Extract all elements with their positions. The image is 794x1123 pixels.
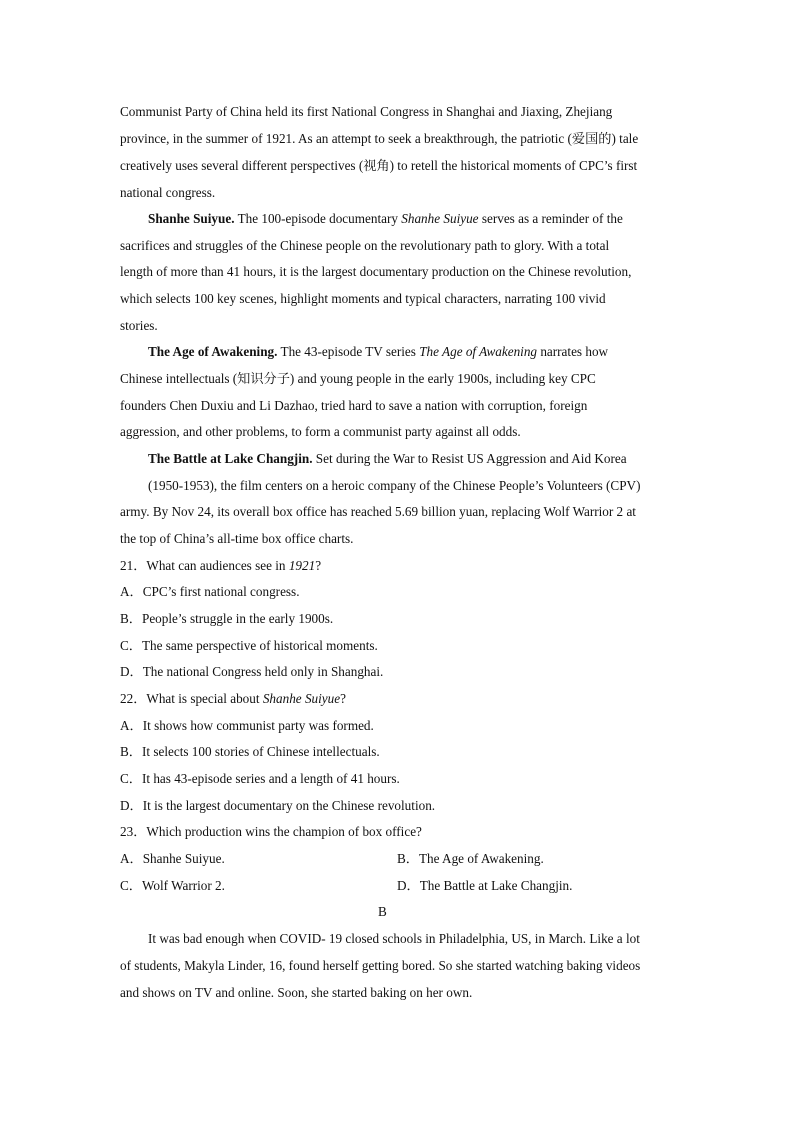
question-23-option-d: D．The Battle at Lake Changjin. xyxy=(397,878,573,893)
paragraph-shanhe-first-line: Shanhe Suiyue. The 100-episode documentary Shanhe Suiyue serves as a reminder of the xyxy=(148,211,623,226)
question-21-option-b: B．People’s struggle in the early 1900s. xyxy=(120,611,334,626)
passage-line: (1950-1953), the film centers on a heroic company of the Chinese People’s Volunteers (CPV) xyxy=(148,478,641,493)
italic-title: Shanhe Suiyue xyxy=(401,211,479,226)
passage-line: creatively uses several different perspectives (视角) to retell the historical moments of CPC’s first xyxy=(120,158,638,173)
passage-line: Chinese intellectuals (知识分子) and young people in the early 1900s, including key CPC xyxy=(120,371,596,386)
paragraph-awakening-first-line: The Age of Awakening. The 43-episode TV series The Age of Awakening narrates how xyxy=(148,344,609,359)
passage-line: army. By Nov 24, its overall box office has reached 5.69 billion yuan, replacing Wolf Warrior 2 at xyxy=(120,504,636,519)
question-21-stem: 21．What can audiences see in 1921? xyxy=(120,558,322,573)
question-23-option-a: A．Shanhe Suiyue. xyxy=(120,851,225,866)
question-23-stem: 23．Which production wins the champion of box office? xyxy=(120,824,422,839)
paragraph-title: Shanhe Suiyue. xyxy=(148,211,235,226)
passage-line: founders Chen Duxiu and Li Dazhao, tried hard to save a nation with corruption, foreign xyxy=(120,398,588,413)
passage-line: and shows on TV and online. Soon, she started baking on her own. xyxy=(120,985,473,1000)
passage-line: aggression, and other problems, to form a communist party against all odds. xyxy=(120,424,521,439)
question-22-option-a: A．It shows how communist party was formed. xyxy=(120,718,374,733)
paragraph-title: The Age of Awakening. xyxy=(148,344,278,359)
question-21-option-a: A．CPC’s first national congress. xyxy=(120,584,300,599)
question-23-option-b: B．The Age of Awakening. xyxy=(397,851,544,866)
passage-line: stories. xyxy=(120,318,158,333)
passage-line: Communist Party of China held its first National Congress in Shanghai and Jiaxing, Zhejiang xyxy=(120,104,613,119)
paragraph-title: The Battle at Lake Changjin. xyxy=(148,451,313,466)
passage-line: of students, Makyla Linder, 16, found herself getting bored. So she started watching baking videos xyxy=(120,958,641,973)
question-22-option-b: B．It selects 100 stories of Chinese intellectuals. xyxy=(120,744,380,759)
passage-line: national congress. xyxy=(120,185,216,200)
question-23-option-c: C．Wolf Warrior 2. xyxy=(120,878,225,893)
question-21-option-d: D．The national Congress held only in Shanghai. xyxy=(120,664,384,679)
passage-line: sacrifices and struggles of the Chinese people on the revolutionary path to glory. With a total xyxy=(120,238,610,253)
paragraph-changjin-first-line: The Battle at Lake Changjin. Set during the War to Resist US Aggression and Aid Korea xyxy=(148,451,627,466)
passage-line: province, in the summer of 1921. As an attempt to seek a breakthrough, the patriotic (爱国的) tale xyxy=(120,131,639,146)
passage-line: It was bad enough when COVID- 19 closed schools in Philadelphia, US, in March. Like a lot xyxy=(148,931,640,946)
section-heading: B xyxy=(378,904,387,919)
question-21-option-c: C．The same perspective of historical moments. xyxy=(120,638,378,653)
question-22-stem: 22．What is special about Shanhe Suiyue? xyxy=(120,691,346,706)
question-22-option-c: C．It has 43-episode series and a length of 41 hours. xyxy=(120,771,400,786)
question-22-option-d: D．It is the largest documentary on the Chinese revolution. xyxy=(120,798,436,813)
passage-line: which selects 100 key scenes, highlight moments and typical characters, narrating 100 vivid xyxy=(120,291,606,306)
passage-line: length of more than 41 hours, it is the largest documentary production on the Chinese revolution, xyxy=(120,264,632,279)
passage-line: the top of China’s all-time box office charts. xyxy=(120,531,354,546)
italic-title: The Age of Awakening xyxy=(419,344,538,359)
